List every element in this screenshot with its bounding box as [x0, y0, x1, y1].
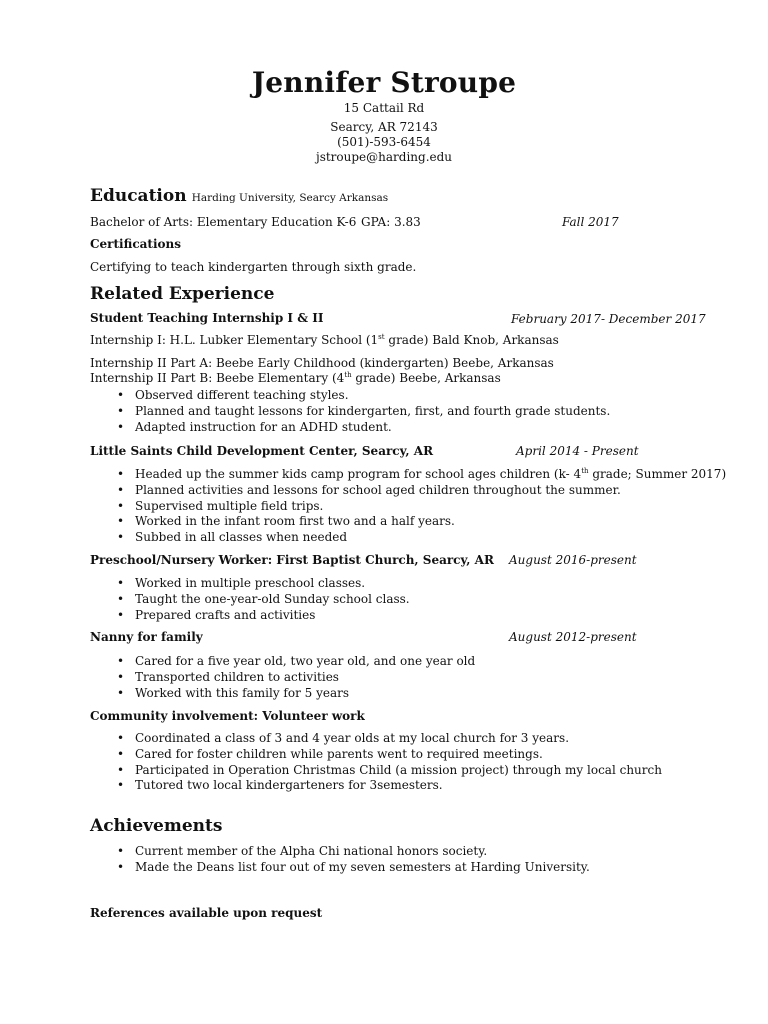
list-item: [90, 467, 726, 483]
certifications-heading: Certifications: [90, 237, 182, 251]
community-bullets: [90, 731, 662, 794]
preschool-bullets: [90, 576, 410, 623]
little-saints-date: April 2014 - Present: [516, 444, 639, 458]
phone-number: (501)-593-6454: [337, 135, 431, 149]
little-saints-bullet-1-a: Headed up the summer kids camp program for school ages children (k- 4: [135, 467, 582, 481]
education-degree: Bachelor of Arts: Elementary Education K-6: [90, 215, 357, 229]
education-heading-line: [90, 186, 388, 206]
list-item: • Cared for foster children while parents went to required meetings.: [90, 747, 662, 763]
list-item: • Supervised multiple field trips.: [90, 499, 726, 515]
nanny-title: Nanny for family: [90, 630, 203, 644]
references-note: References available upon request: [90, 906, 323, 920]
list-item: • Observed different teaching styles.: [90, 388, 610, 404]
list-item: • Current member of the Alpha Chi national honors society.: [90, 844, 590, 860]
internship-line-3-text-a: Internship II Part B: Beebe Elementary (4: [90, 371, 345, 385]
nanny-date: August 2012-present: [509, 630, 637, 644]
preschool-date: August 2016-present: [509, 553, 637, 567]
internship-line-3-sup: th: [344, 371, 352, 379]
list-item: • Taught the one-year-old Sunday school class.: [90, 592, 410, 608]
address-line-1: 15 Cattail Rd: [343, 101, 425, 115]
achievements-heading: Achievements: [90, 816, 223, 836]
little-saints-bullets: [90, 467, 726, 546]
internship-line-1-text-a: Internship I: H.L. Lubker Elementary School (1: [90, 333, 379, 347]
email-address: jstroupe@harding.edu: [315, 150, 453, 164]
education-school: Harding University, Searcy Arkansas: [191, 192, 389, 204]
list-item: • Planned and taught lessons for kindergarten, first, and fourth grade students.: [90, 404, 610, 420]
little-saints-title: Little Saints Child Development Center, Searcy, AR: [90, 444, 434, 458]
list-item: • Adapted instruction for an ADHD student.: [90, 420, 610, 436]
preschool-title: Preschool/Nursery Worker: First Baptist Church, Searcy, AR: [90, 553, 494, 567]
internship-title: Student Teaching Internship I & II: [90, 311, 324, 325]
little-saints-bullet-1-sup: th: [581, 467, 589, 475]
list-item: • Subbed in all classes when needed: [90, 530, 726, 546]
education-gpa: GPA: 3.83: [361, 215, 421, 229]
address-line-2: Searcy, AR 72143: [330, 120, 438, 134]
nanny-bullets: [90, 654, 475, 701]
experience-heading: Related Experience: [90, 284, 275, 304]
list-item: • Worked with this family for 5 years: [90, 686, 475, 702]
internship-line-1-text-b: grade) Bald Knob, Arkansas: [384, 333, 559, 347]
list-item: • Participated in Operation Christmas Child (a mission project) through my local church: [90, 763, 662, 779]
internship-line-3-text-b: grade) Beebe, Arkansas: [351, 371, 501, 385]
list-item: • Made the Deans list four out of my seven semesters at Harding University.: [90, 860, 590, 876]
little-saints-bullet-1-b: grade; Summer 2017): [588, 467, 727, 481]
candidate-name: Jennifer Stroupe: [251, 66, 517, 99]
list-item: • Prepared crafts and activities: [90, 608, 410, 624]
list-item: • Coordinated a class of 3 and 4 year olds at my local church for 3 years.: [90, 731, 662, 747]
education-date: Fall 2017: [562, 215, 619, 229]
list-item: • Transported children to activities: [90, 670, 475, 686]
internship-date: February 2017- December 2017: [511, 312, 706, 326]
list-item: • Worked in multiple preschool classes.: [90, 576, 410, 592]
list-item: • Tutored two local kindergarteners for 3semesters.: [90, 778, 662, 794]
internship-line-1: [90, 333, 559, 347]
list-item: • Planned activities and lessons for school aged children throughout the summer.: [90, 483, 726, 499]
education-heading: Education: [90, 186, 187, 206]
achievements-bullets: [90, 844, 590, 876]
internship-line-3: [90, 371, 501, 385]
internship-line-1-sup: st: [378, 333, 385, 341]
community-title: Community involvement: Volunteer work: [90, 709, 365, 723]
certifications-text: Certifying to teach kindergarten through sixth grade.: [90, 260, 417, 274]
list-item: • Cared for a five year old, two year old, and one year old: [90, 654, 475, 670]
internship-line-2: Internship II Part A: Beebe Early Childhood (kindergarten) Beebe, Arkansas: [90, 356, 554, 370]
internship-bullets: [90, 388, 610, 435]
list-item: • Worked in the infant room first two and a half years.: [90, 514, 726, 530]
